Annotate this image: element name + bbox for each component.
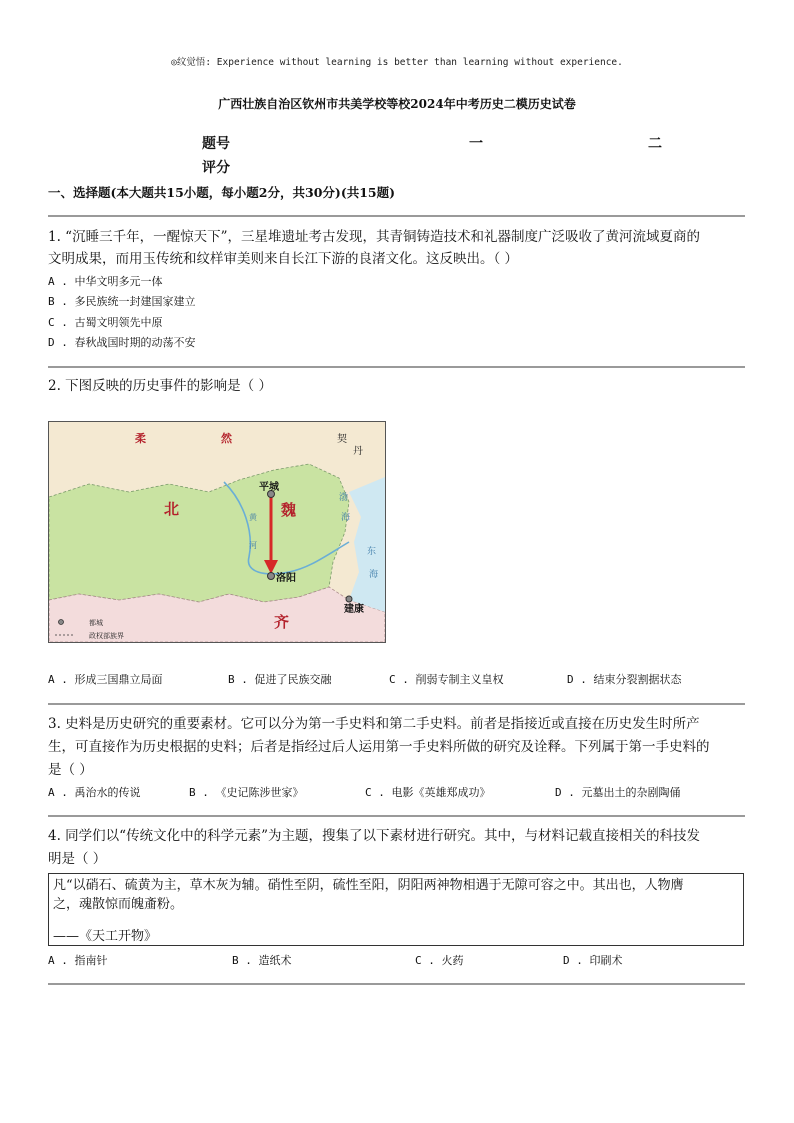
question-4-option-d[interactable]: D . 印刷术 (563, 954, 623, 967)
question-4-line1: 4. 同学们以“传统文化中的科学元素”为主题，搜集了以下素材进行研究。其中，与材料记载直接相关的科技发 (48, 828, 700, 844)
question-1-option-b[interactable]: B . 多民族统一封建国家建立 (48, 295, 196, 308)
question-1-option-d[interactable]: D . 春秋战国时期的动荡不安 (48, 336, 196, 349)
quote-line2: 之，魂散惊而魄齑粉。 (53, 897, 184, 912)
score-table-col1: 一 (469, 136, 483, 152)
question-2-option-c[interactable]: C . 削弱专制主义皇权 (389, 673, 504, 686)
question-3-line3: 是（ ） (48, 762, 93, 778)
question-1-option-c[interactable]: C . 古蜀文明领先中原 (48, 316, 163, 329)
map-label-luoyang: 洛阳 (276, 573, 296, 584)
map-label-bohai-1: 渤 (339, 493, 349, 503)
question-4-quote-box (48, 873, 744, 946)
question-1-option-a[interactable]: A . 中华文明多元一体 (48, 275, 163, 288)
question-3-line2: 生，可直接作为历史根据的史料；后者是指经过后人运用第一手史料所做的研究及诠释。下列属于第一手史料的 (48, 739, 710, 755)
map-legend-border: 政权部族界 (89, 632, 124, 640)
divider (48, 215, 745, 217)
section-heading: 一、选择题(本大题共15小题，每小题2分，共30分)(共15题) (48, 185, 396, 200)
question-2-option-a[interactable]: A . 形成三国鼎立局面 (48, 673, 163, 686)
map-label-donghai-1: 东 (367, 547, 377, 557)
map-label-bohai-2: 海 (341, 513, 351, 523)
question-4-option-a[interactable]: A . 指南针 (48, 954, 108, 967)
map-label-qidan-2: 丹 (353, 446, 363, 457)
quote-line1: 凡“以硝石、硫黄为主，草木灰为辅。硝性至阴，硫性至阳，阴阳两神物相遇于无隙可容之中。其出也，人物膺 (53, 878, 684, 893)
question-3-option-c[interactable]: C . 电影《英雄郑成功》 (365, 786, 491, 799)
question-4-option-b[interactable]: B . 造纸术 (232, 954, 292, 967)
map-label-beiwei-1: 北 (164, 500, 180, 518)
question-3-option-d[interactable]: D . 元墓出土的杂剧陶俑 (555, 786, 681, 799)
score-table-col2: 二 (648, 136, 662, 152)
question-3-option-a[interactable]: A . 禹治水的传说 (48, 786, 141, 799)
map-label-donghai-2: 海 (369, 570, 379, 580)
map-label-qidan-1: 契 (337, 434, 347, 445)
quote-source: ——《天工开物》 (53, 929, 158, 944)
map-label-jiankang: 建康 (344, 604, 364, 615)
question-4-option-c[interactable]: C . 火药 (415, 954, 464, 967)
question-2-map (48, 421, 386, 643)
question-4-line2: 明是（ ） (48, 851, 107, 867)
map-label-river-1: 黄 (249, 513, 257, 522)
question-1-line1: 1. “沉睡三千年，一醒惊天下”，三星堆遗址考古发现，其青铜铸造技术和礼器制度广泛吸收了黄河流域夏商的 (48, 229, 700, 245)
map-label-pingcheng: 平城 (259, 482, 279, 493)
score-table-row1-label: 题号 (202, 136, 230, 152)
question-3-option-b[interactable]: B . 《史记陈涉世家》 (189, 786, 304, 799)
map-label-qi: 齐 (274, 613, 290, 631)
page-title: 广西壮族自治区钦州市共美学校等校2024年中考历史二模历史试卷 (218, 97, 576, 111)
question-1-line2: 文明成果，而用玉传统和纹样审美则来自长江下游的良渚文化。这反映出。（ ） (48, 251, 519, 267)
jiankang-marker (346, 596, 352, 602)
divider (48, 703, 745, 705)
question-2-option-d[interactable]: D . 结束分裂割据状态 (567, 673, 682, 686)
divider (48, 983, 745, 985)
map-label-rouran-2: 然 (221, 432, 232, 445)
map-label-river-2: 河 (249, 541, 257, 550)
score-table-row2-label: 评分 (202, 160, 230, 176)
map-label-rouran-1: 柔 (135, 432, 146, 445)
luoyang-marker (268, 573, 275, 580)
legend-capital-icon (59, 620, 64, 625)
map-label-beiwei-2: 魏 (281, 501, 297, 519)
divider (48, 366, 745, 368)
question-3-line1: 3. 史料是历史研究的重要素材。它可以分为第一手史料和第二手史料。前者是指接近或直接在历史发生时所产 (48, 716, 700, 732)
header-note: ◎纹觉悟: Experience without learning is better than learning without experience. (171, 57, 623, 68)
question-2-line1: 2. 下图反映的历史事件的影响是（ ） (48, 378, 272, 394)
map-legend-capital: 都城 (89, 619, 103, 627)
question-2-option-b[interactable]: B . 促进了民族交融 (228, 673, 332, 686)
divider (48, 815, 745, 817)
